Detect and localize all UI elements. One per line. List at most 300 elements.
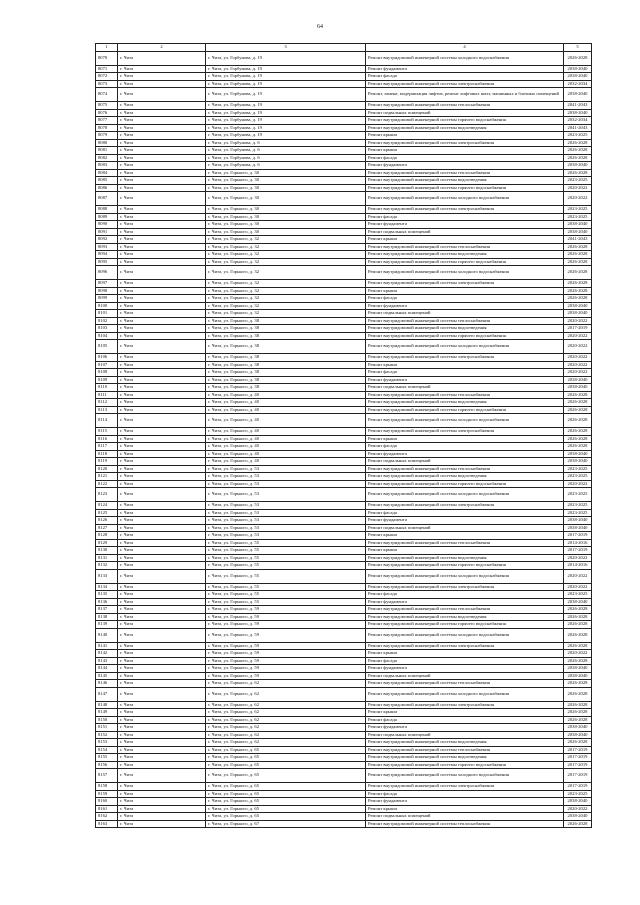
work-type-cell: Ремонт фундамента	[366, 798, 564, 806]
period-cell: 2014-2016	[564, 562, 592, 570]
locality-cell: г. Чита	[118, 391, 206, 399]
address-cell: г. Чита, ул. Горького, д. 38	[206, 325, 366, 333]
row-number-cell: 8125	[96, 509, 118, 517]
work-type-cell: Ремонт фасада	[366, 509, 564, 517]
row-number-cell: 8147	[96, 687, 118, 701]
address-cell: г. Чита, ул. Горького, д. 59	[206, 657, 366, 665]
locality-cell: г. Чита	[118, 117, 206, 125]
address-cell: г. Чита, ул. Горького, д. 32	[206, 295, 366, 303]
work-type-cell: Ремонт внутридомовой инженерной системы электроснабжения	[366, 428, 564, 436]
period-cell: 2026-2028	[564, 406, 592, 414]
locality-cell: г. Чита	[118, 354, 206, 362]
locality-cell: г. Чита	[118, 139, 206, 147]
table-row	[96, 724, 592, 732]
period-cell: 2026-2028	[564, 739, 592, 747]
period-cell: 2038-2040	[564, 109, 592, 117]
work-type-cell: Ремонт внутридомовой инженерной системы водоотведения	[366, 554, 564, 562]
row-number-cell: 8158	[96, 783, 118, 791]
row-number-cell: 8077	[96, 117, 118, 125]
work-type-cell: Ремонт внутридомовой инженерной системы горячего водоснабжения	[366, 258, 564, 266]
work-type-cell: Ремонт внутридомовой инженерной системы электроснабжения	[366, 280, 564, 288]
period-cell: 2041-2043	[564, 236, 592, 244]
locality-cell: г. Чита	[118, 376, 206, 384]
address-cell: г. Чита, ул. Горького, д. 62	[206, 724, 366, 732]
period-cell: 2023-2025	[564, 502, 592, 510]
row-number-cell: 8137	[96, 606, 118, 614]
address-cell: г. Чита, ул. Горького, д. 38	[206, 376, 366, 384]
row-number-cell: 8131	[96, 554, 118, 562]
period-cell: 2020-2022	[564, 805, 592, 813]
table-row	[96, 428, 592, 436]
locality-cell: г. Чита	[118, 221, 206, 229]
row-number-cell: 8107	[96, 361, 118, 369]
period-cell: 2026-2028	[564, 147, 592, 155]
row-number-cell: 8110	[96, 384, 118, 392]
column-header: 3	[206, 44, 366, 52]
table-row	[96, 591, 592, 599]
address-cell: г. Чита, ул. Горького, д. 55	[206, 591, 366, 599]
period-cell: 2017-2019	[564, 754, 592, 762]
address-cell: г. Чита, ул. Горького, д. 40	[206, 435, 366, 443]
row-number-cell: 8083	[96, 162, 118, 170]
table-row	[96, 650, 592, 658]
address-cell: г. Чита, ул. Горького, д. 62	[206, 731, 366, 739]
work-type-cell: Ремонт внутридомовой инженерной системы электроснабжения	[366, 701, 564, 709]
work-type-cell: Ремонт фасада	[366, 591, 564, 599]
locality-cell: г. Чита	[118, 805, 206, 813]
column-header: 2	[118, 44, 206, 52]
period-cell: 2038-2040	[564, 458, 592, 466]
table-row	[96, 192, 592, 206]
row-number-cell: 8112	[96, 399, 118, 407]
work-type-cell: Ремонт подвальных помещений	[366, 813, 564, 821]
table-row	[96, 716, 592, 724]
table-row	[96, 657, 592, 665]
row-number-cell: 8120	[96, 465, 118, 473]
row-number-cell: 8163	[96, 820, 118, 828]
row-number-cell: 8148	[96, 701, 118, 709]
locality-cell: г. Чита	[118, 672, 206, 680]
work-type-cell: Ремонт крыши	[366, 132, 564, 140]
locality-cell: г. Чита	[118, 621, 206, 629]
table-row	[96, 435, 592, 443]
row-number-cell: 8088	[96, 206, 118, 214]
table-row	[96, 746, 592, 754]
period-cell: 2014-2016	[564, 539, 592, 547]
period-cell: 2026-2028	[564, 680, 592, 688]
locality-cell: г. Чита	[118, 80, 206, 88]
work-type-cell: Ремонт внутридомовой инженерной системы электроснабжения	[366, 583, 564, 591]
locality-cell: г. Чита	[118, 213, 206, 221]
locality-cell: г. Чита	[118, 716, 206, 724]
locality-cell: г. Чита	[118, 488, 206, 502]
row-number-cell: 8072	[96, 73, 118, 81]
address-cell: г. Чита, ул. Горького, д. 32	[206, 258, 366, 266]
table-row	[96, 628, 592, 642]
address-cell: г. Чита, ул. Горького, д. 59	[206, 613, 366, 621]
table-row	[96, 228, 592, 236]
work-type-cell: Ремонт фундамента	[366, 517, 564, 525]
locality-cell: г. Чита	[118, 147, 206, 155]
address-cell: г. Чита, ул. Горького, д. 32	[206, 236, 366, 244]
work-type-cell: Ремонт крыши	[366, 287, 564, 295]
work-type-cell: Ремонт подвальных помещений	[366, 109, 564, 117]
table-row	[96, 562, 592, 570]
row-number-cell: 8160	[96, 798, 118, 806]
period-cell: 2026-2028	[564, 621, 592, 629]
address-cell: г. Чита, ул. Горбунова, д. 6	[206, 154, 366, 162]
table-row	[96, 473, 592, 481]
table-row	[96, 65, 592, 73]
work-type-cell: Ремонт фасада	[366, 154, 564, 162]
table-row	[96, 731, 592, 739]
address-cell: г. Чита, ул. Горького, д. 32	[206, 243, 366, 251]
work-type-cell: Ремонт подвальных помещений	[366, 731, 564, 739]
row-number-cell: 8079	[96, 132, 118, 140]
period-cell: 2023-2025	[564, 206, 592, 214]
row-number-cell: 8157	[96, 769, 118, 783]
work-type-cell: Ремонт внутридомовой инженерной системы водоотведения	[366, 473, 564, 481]
locality-cell: г. Чита	[118, 310, 206, 318]
row-number-cell: 8111	[96, 391, 118, 399]
period-cell: 2023-2025	[564, 132, 592, 140]
address-cell: г. Чита, ул. Горького, д. 32	[206, 266, 366, 280]
period-cell: 2020-2022	[564, 369, 592, 377]
row-number-cell: 8133	[96, 569, 118, 583]
table-row	[96, 606, 592, 614]
work-type-cell: Ремонт внутридомовой инженерной системы теплоснабжения	[366, 539, 564, 547]
work-type-cell: Ремонт внутридомовой инженерной системы холодного водоснабжения	[366, 769, 564, 783]
address-cell: г. Чита, ул. Горького, д. 53	[206, 509, 366, 517]
period-cell: 2026-2028	[564, 169, 592, 177]
table-row	[96, 539, 592, 547]
row-number-cell: 8100	[96, 302, 118, 310]
period-cell: 2026-2028	[564, 391, 592, 399]
table-row	[96, 384, 592, 392]
table-row	[96, 642, 592, 650]
row-number-cell: 8097	[96, 280, 118, 288]
locality-cell: г. Чита	[118, 547, 206, 555]
address-cell: г. Чита, ул. Горького, д. 53	[206, 524, 366, 532]
address-cell: г. Чита, ул. Горбунова, д. 19	[206, 132, 366, 140]
locality-cell: г. Чита	[118, 228, 206, 236]
locality-cell: г. Чита	[118, 258, 206, 266]
table-row	[96, 325, 592, 333]
locality-cell: г. Чита	[118, 169, 206, 177]
locality-cell: г. Чита	[118, 650, 206, 658]
locality-cell: г. Чита	[118, 761, 206, 769]
row-number-cell: 8115	[96, 428, 118, 436]
work-type-cell: Ремонт внутридомовой инженерной системы теплоснабжения	[366, 465, 564, 473]
work-type-cell: Ремонт фасада	[366, 295, 564, 303]
locality-cell: г. Чита	[118, 769, 206, 783]
row-number-cell: 8149	[96, 709, 118, 717]
address-cell: г. Чита, ул. Горького, д. 38	[206, 354, 366, 362]
row-number-cell: 8121	[96, 473, 118, 481]
address-cell: г. Чита, ул. Горбунова, д. 19	[206, 109, 366, 117]
period-cell: 2026-2028	[564, 428, 592, 436]
row-number-cell: 8126	[96, 517, 118, 525]
work-type-cell: Ремонт внутридомовой инженерной системы водоотведения	[366, 739, 564, 747]
address-cell: г. Чита, ул. Горбунова, д. 6	[206, 162, 366, 170]
period-cell: 2023-2025	[564, 465, 592, 473]
table-row	[96, 480, 592, 488]
locality-cell: г. Чита	[118, 665, 206, 673]
row-number-cell: 8119	[96, 458, 118, 466]
row-number-cell: 8076	[96, 109, 118, 117]
work-type-cell: Ремонт фундамента	[366, 302, 564, 310]
table-row	[96, 450, 592, 458]
work-type-cell: Ремонт крыши	[366, 650, 564, 658]
address-cell: г. Чита, ул. Горького, д. 30	[206, 169, 366, 177]
address-cell: г. Чита, ул. Горького, д. 32	[206, 310, 366, 318]
row-number-cell: 8092	[96, 236, 118, 244]
row-number-cell: 8074	[96, 88, 118, 102]
address-cell: г. Чита, ул. Горького, д. 40	[206, 399, 366, 407]
table-row	[96, 177, 592, 185]
table-row	[96, 583, 592, 591]
row-number-cell: 8105	[96, 340, 118, 354]
work-type-cell: Ремонт фасада	[366, 790, 564, 798]
table-row	[96, 502, 592, 510]
row-number-cell: 8153	[96, 739, 118, 747]
address-cell: г. Чита, ул. Горького, д. 55	[206, 554, 366, 562]
period-cell: 2038-2040	[564, 221, 592, 229]
locality-cell: г. Чита	[118, 361, 206, 369]
work-type-cell: Ремонт внутридомовой инженерной системы водоотведения	[366, 613, 564, 621]
locality-cell: г. Чита	[118, 642, 206, 650]
table-row	[96, 361, 592, 369]
table-row	[96, 798, 592, 806]
period-cell: 2026-2028	[564, 51, 592, 65]
address-cell: г. Чита, ул. Горбунова, д. 19	[206, 88, 366, 102]
period-cell: 2026-2028	[564, 820, 592, 828]
table-row	[96, 680, 592, 688]
address-cell: г. Чита, ул. Горького, д. 38	[206, 384, 366, 392]
row-number-cell: 8145	[96, 672, 118, 680]
locality-cell: г. Чита	[118, 591, 206, 599]
table-row	[96, 709, 592, 717]
table-row	[96, 51, 592, 65]
period-cell: 2026-2028	[564, 687, 592, 701]
address-cell: г. Чита, ул. Горького, д. 32	[206, 280, 366, 288]
address-cell: г. Чита, ул. Горького, д. 55	[206, 562, 366, 570]
address-cell: г. Чита, ул. Горького, д. 40	[206, 414, 366, 428]
row-number-cell: 8090	[96, 221, 118, 229]
table-row	[96, 310, 592, 318]
work-type-cell: Ремонт внутридомовой инженерной системы холодного водоснабжения	[366, 628, 564, 642]
row-number-cell: 8089	[96, 213, 118, 221]
period-cell: 2026-2028	[564, 154, 592, 162]
work-type-cell: Ремонт внутридомовой инженерной системы холодного водоснабжения	[366, 266, 564, 280]
address-cell: г. Чита, ул. Горького, д. 59	[206, 621, 366, 629]
address-cell: г. Чита, ул. Горького, д. 53	[206, 473, 366, 481]
period-cell: 2017-2019	[564, 783, 592, 791]
locality-cell: г. Чита	[118, 192, 206, 206]
work-type-cell: Ремонт фундамента	[366, 221, 564, 229]
locality-cell: г. Чита	[118, 790, 206, 798]
period-cell: 2038-2040	[564, 228, 592, 236]
row-number-cell: 8113	[96, 406, 118, 414]
period-cell: 2038-2040	[564, 65, 592, 73]
address-cell: г. Чита, ул. Горького, д. 30	[206, 184, 366, 192]
locality-cell: г. Чита	[118, 162, 206, 170]
work-type-cell: Ремонт внутридомовой инженерной системы холодного водоснабжения	[366, 569, 564, 583]
period-cell: 2041-2043	[564, 102, 592, 110]
period-cell: 2020-2022	[564, 554, 592, 562]
work-type-cell: Ремонт фундамента	[366, 665, 564, 673]
table-row	[96, 613, 592, 621]
period-cell: 2038-2040	[564, 517, 592, 525]
locality-cell: г. Чита	[118, 554, 206, 562]
locality-cell: г. Чита	[118, 539, 206, 547]
address-cell: г. Чита, ул. Горького, д. 38	[206, 317, 366, 325]
address-cell: г. Чита, ул. Горького, д. 62	[206, 739, 366, 747]
row-number-cell: 8146	[96, 680, 118, 688]
row-number-cell: 8085	[96, 177, 118, 185]
table-row	[96, 132, 592, 140]
table-row	[96, 287, 592, 295]
row-number-cell: 8151	[96, 724, 118, 732]
table-row	[96, 509, 592, 517]
table-row	[96, 391, 592, 399]
address-cell: г. Чита, ул. Горького, д. 62	[206, 701, 366, 709]
period-cell: 2038-2040	[564, 302, 592, 310]
row-number-cell: 8117	[96, 443, 118, 451]
work-type-cell: Ремонт крыши	[366, 147, 564, 155]
locality-cell: г. Чита	[118, 295, 206, 303]
address-cell: г. Чита, ул. Горького, д. 65	[206, 813, 366, 821]
locality-cell: г. Чита	[118, 325, 206, 333]
address-cell: г. Чита, ул. Горбунова, д. 19	[206, 51, 366, 65]
address-cell: г. Чита, ул. Горького, д. 30	[206, 213, 366, 221]
table-row	[96, 547, 592, 555]
address-cell: г. Чита, ул. Горького, д. 65	[206, 790, 366, 798]
locality-cell: г. Чита	[118, 739, 206, 747]
address-cell: г. Чита, ул. Горького, д. 30	[206, 221, 366, 229]
address-cell: г. Чита, ул. Горького, д. 55	[206, 569, 366, 583]
row-number-cell: 8156	[96, 761, 118, 769]
period-cell: 2026-2028	[564, 701, 592, 709]
period-cell: 2026-2028	[564, 716, 592, 724]
table-row	[96, 820, 592, 828]
period-cell: 2038-2040	[564, 724, 592, 732]
period-cell: 2026-2028	[564, 613, 592, 621]
table-row	[96, 813, 592, 821]
period-cell: 2017-2019	[564, 769, 592, 783]
period-cell: 2026-2028	[564, 266, 592, 280]
table-row	[96, 80, 592, 88]
locality-cell: г. Чита	[118, 206, 206, 214]
row-number-cell: 8122	[96, 480, 118, 488]
work-type-cell: Ремонт, замена, модернизация лифтов, ремонт лифтовых шахт, машинных и блочных помещений	[366, 88, 564, 102]
period-cell: 2023-2025	[564, 177, 592, 185]
locality-cell: г. Чита	[118, 628, 206, 642]
work-type-cell: Ремонт внутридомовой инженерной системы теплоснабжения	[366, 746, 564, 754]
period-cell: 2038-2040	[564, 384, 592, 392]
work-type-cell: Ремонт внутридомовой инженерной системы горячего водоснабжения	[366, 480, 564, 488]
row-number-cell: 8087	[96, 192, 118, 206]
work-type-cell: Ремонт крыши	[366, 236, 564, 244]
locality-cell: г. Чита	[118, 465, 206, 473]
address-cell: г. Чита, ул. Горбунова, д. 6	[206, 139, 366, 147]
address-cell: г. Чита, ул. Горького, д. 30	[206, 192, 366, 206]
locality-cell: г. Чита	[118, 687, 206, 701]
work-type-cell: Ремонт фасада	[366, 369, 564, 377]
locality-cell: г. Чита	[118, 746, 206, 754]
locality-cell: г. Чита	[118, 798, 206, 806]
locality-cell: г. Чита	[118, 701, 206, 709]
address-cell: г. Чита, ул. Горького, д. 55	[206, 539, 366, 547]
period-cell: 2026-2028	[564, 414, 592, 428]
period-cell: 2017-2019	[564, 547, 592, 555]
work-type-cell: Ремонт подвальных помещений	[366, 458, 564, 466]
locality-cell: г. Чита	[118, 709, 206, 717]
locality-cell: г. Чита	[118, 657, 206, 665]
period-cell: 2026-2028	[564, 628, 592, 642]
locality-cell: г. Чита	[118, 450, 206, 458]
locality-cell: г. Чита	[118, 384, 206, 392]
work-type-cell: Ремонт внутридомовой инженерной системы холодного водоснабжения	[366, 414, 564, 428]
work-type-cell: Ремонт внутридомовой инженерной системы холодного водоснабжения	[366, 340, 564, 354]
locality-cell: г. Чита	[118, 88, 206, 102]
work-type-cell: Ремонт внутридомовой инженерной системы электроснабжения	[366, 354, 564, 362]
period-cell: 2038-2040	[564, 672, 592, 680]
work-type-cell: Ремонт фасада	[366, 657, 564, 665]
table-row	[96, 124, 592, 132]
work-type-cell: Ремонт внутридомовой инженерной системы водоотведения	[366, 399, 564, 407]
locality-cell: г. Чита	[118, 524, 206, 532]
capital-repair-table	[95, 43, 592, 828]
table-row	[96, 554, 592, 562]
address-cell: г. Чита, ул. Горького, д. 62	[206, 687, 366, 701]
address-cell: г. Чита, ул. Горбунова, д. 19	[206, 117, 366, 125]
row-number-cell: 8114	[96, 414, 118, 428]
period-cell: 2026-2028	[564, 443, 592, 451]
period-cell: 2038-2040	[564, 88, 592, 102]
table-row	[96, 162, 592, 170]
row-number-cell: 8109	[96, 376, 118, 384]
period-cell: 2020-2022	[564, 583, 592, 591]
table-row	[96, 532, 592, 540]
period-cell: 2026-2028	[564, 243, 592, 251]
period-cell: 2020-2022	[564, 569, 592, 583]
table-row	[96, 147, 592, 155]
row-number-cell: 8096	[96, 266, 118, 280]
address-cell: г. Чита, ул. Горького, д. 62	[206, 716, 366, 724]
table-row	[96, 665, 592, 673]
period-cell: 2032-2034	[564, 117, 592, 125]
row-number-cell: 8073	[96, 80, 118, 88]
table-row	[96, 109, 592, 117]
row-number-cell: 8123	[96, 488, 118, 502]
period-cell: 2026-2028	[564, 709, 592, 717]
locality-cell: г. Чита	[118, 340, 206, 354]
locality-cell: г. Чита	[118, 154, 206, 162]
address-cell: г. Чита, ул. Горького, д. 32	[206, 287, 366, 295]
period-cell: 2017-2019	[564, 325, 592, 333]
row-number-cell: 8098	[96, 287, 118, 295]
period-cell: 2038-2040	[564, 73, 592, 81]
period-cell: 2041-2043	[564, 124, 592, 132]
work-type-cell: Ремонт фасада	[366, 443, 564, 451]
address-cell: г. Чита, ул. Горького, д. 40	[206, 391, 366, 399]
locality-cell: г. Чита	[118, 280, 206, 288]
locality-cell: г. Чита	[118, 613, 206, 621]
table-row	[96, 280, 592, 288]
address-cell: г. Чита, ул. Горького, д. 40	[206, 406, 366, 414]
table-body	[96, 51, 592, 828]
